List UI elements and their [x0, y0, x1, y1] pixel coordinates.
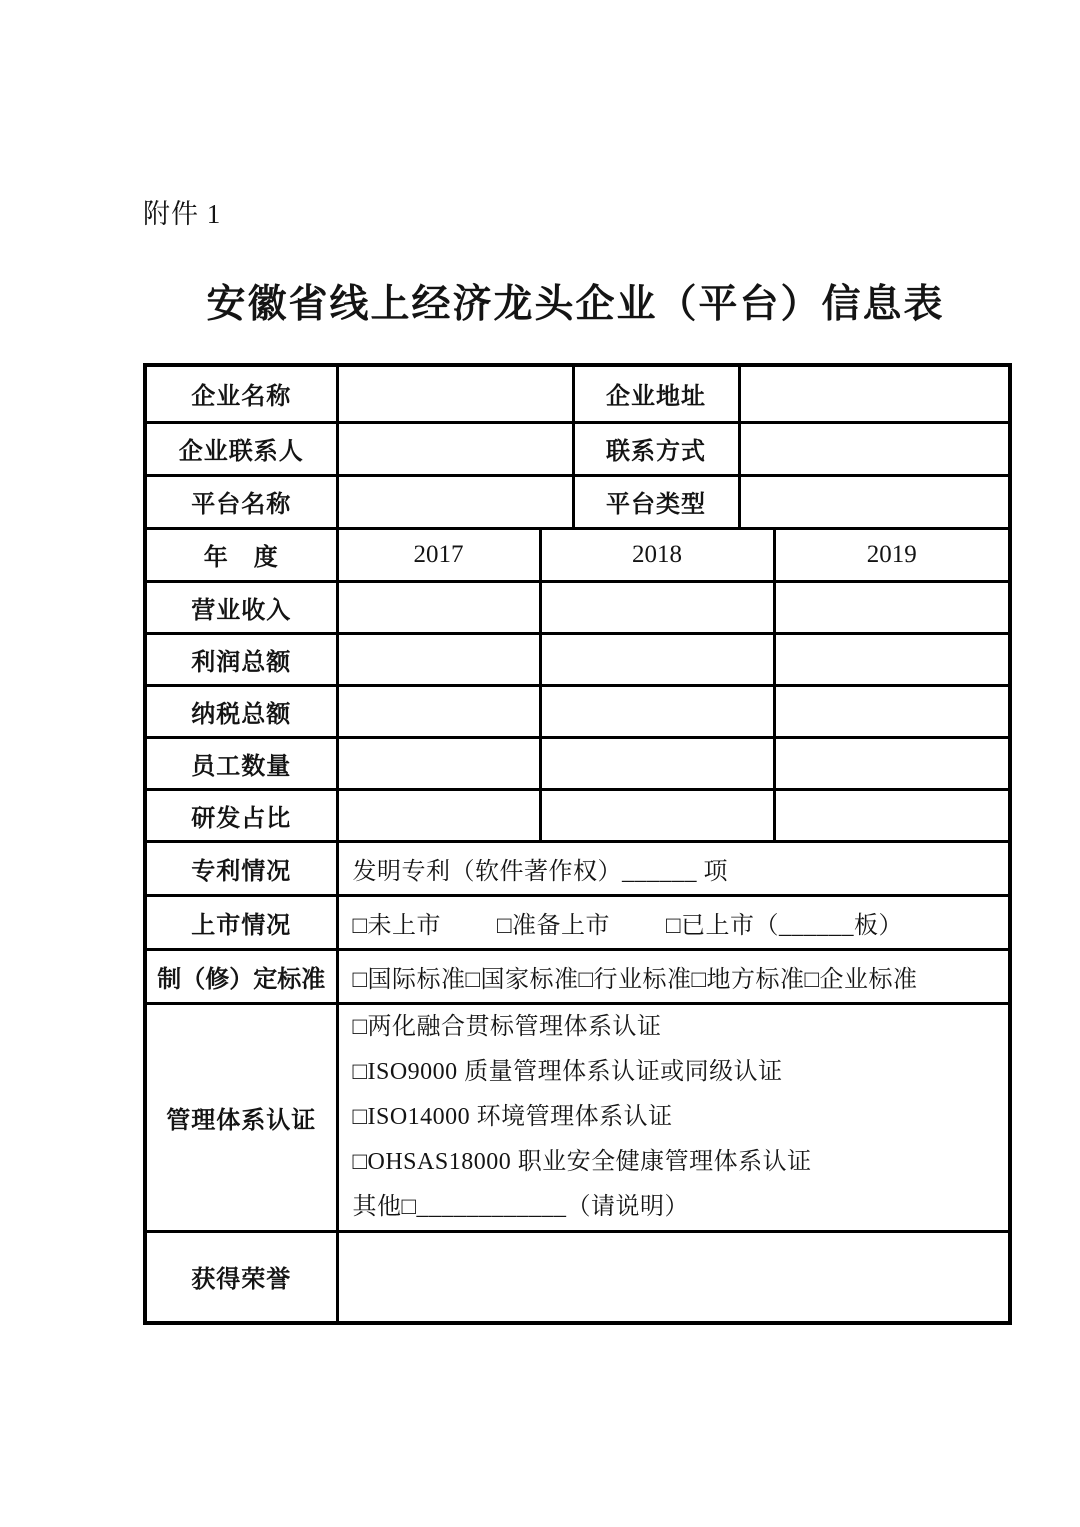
- profit-label: 利润总额: [145, 633, 337, 685]
- platform-name-value: [337, 475, 573, 528]
- year-label: 年 度: [145, 528, 337, 581]
- certification-item-iso9000: □ISO9000 质量管理体系认证或同级认证: [352, 1058, 783, 1085]
- certification-label: 管理体系认证: [145, 1003, 337, 1231]
- company-contact-label: 企业联系人: [145, 422, 337, 475]
- company-name-value: [337, 365, 573, 422]
- table-row: [145, 422, 1010, 475]
- employees-2018: [540, 737, 774, 789]
- listing-option-preparing: □准备上市: [497, 912, 610, 939]
- table-row: [145, 633, 1010, 685]
- contact-method-label: 联系方式: [573, 422, 739, 475]
- certification-item-other: 其他□____________（请说明）: [352, 1193, 689, 1220]
- certification-content: [337, 1003, 1010, 1231]
- table-row: [145, 949, 1010, 1003]
- tax-2017: [337, 685, 540, 737]
- revenue-2017: [337, 581, 540, 633]
- revenue-2019: [774, 581, 1010, 633]
- employees-label: 员工数量: [145, 737, 337, 789]
- year-2018: 2018: [540, 528, 774, 581]
- attachment-label: 附件 1: [143, 199, 222, 229]
- tax-label: 纳税总额: [145, 685, 337, 737]
- table-row: [145, 895, 1010, 949]
- certification-item-iso14000: □ISO14000 环境管理体系认证: [352, 1103, 673, 1130]
- certification-item-lianghua: □两化融合贯标管理体系认证: [352, 1013, 662, 1040]
- company-contact-value: [337, 422, 573, 475]
- listing-label: 上市情况: [145, 895, 337, 949]
- certification-item-ohsas18000: □OHSAS18000 职业安全健康管理体系认证: [352, 1148, 812, 1175]
- honors-label: 获得荣誉: [145, 1231, 337, 1323]
- listing-options: [337, 895, 1010, 949]
- table-row: [145, 581, 1010, 633]
- table-row: [145, 475, 1010, 528]
- rd-ratio-2019: [774, 789, 1010, 841]
- contact-method-value: [739, 422, 1010, 475]
- revenue-label: 营业收入: [145, 581, 337, 633]
- table-row: [145, 1231, 1010, 1323]
- tax-2019: [774, 685, 1010, 737]
- profit-2019: [774, 633, 1010, 685]
- patent-content: 发明专利（软件著作权）______ 项: [337, 841, 1010, 895]
- table-row: [145, 528, 1010, 581]
- standards-content: □国际标准□国家标准□行业标准□地方标准□企业标准: [337, 949, 1010, 1003]
- year-2019: 2019: [774, 528, 1010, 581]
- revenue-2018: [540, 581, 774, 633]
- rd-ratio-2017: [337, 789, 540, 841]
- table-row: [145, 685, 1010, 737]
- listing-option-not-listed: □未上市: [352, 912, 441, 939]
- table-row: [145, 737, 1010, 789]
- platform-type-label: 平台类型: [573, 475, 739, 528]
- company-address-label: 企业地址: [573, 365, 739, 422]
- page-title: 安徽省线上经济龙头企业（平台）信息表: [206, 283, 945, 326]
- rd-ratio-label: 研发占比: [145, 789, 337, 841]
- platform-name-label: 平台名称: [145, 475, 337, 528]
- tax-2018: [540, 685, 774, 737]
- listing-option-listed: □已上市（______板）: [666, 912, 903, 939]
- patent-label: 专利情况: [145, 841, 337, 895]
- honors-value: [337, 1231, 1010, 1323]
- table-row: [145, 1003, 1010, 1231]
- profit-2018: [540, 633, 774, 685]
- table-row: [145, 789, 1010, 841]
- document-page: [143, 0, 1008, 1325]
- standards-label: 制（修）定标准: [145, 949, 337, 1003]
- rd-ratio-2018: [540, 789, 774, 841]
- employees-2019: [774, 737, 1010, 789]
- info-table: [143, 363, 1012, 1325]
- table-row: [145, 365, 1010, 422]
- table-row: [145, 841, 1010, 895]
- profit-2017: [337, 633, 540, 685]
- employees-2017: [337, 737, 540, 789]
- platform-type-value: [739, 475, 1010, 528]
- company-name-label: 企业名称: [145, 365, 337, 422]
- company-address-value: [739, 365, 1010, 422]
- year-2017: 2017: [337, 528, 540, 581]
